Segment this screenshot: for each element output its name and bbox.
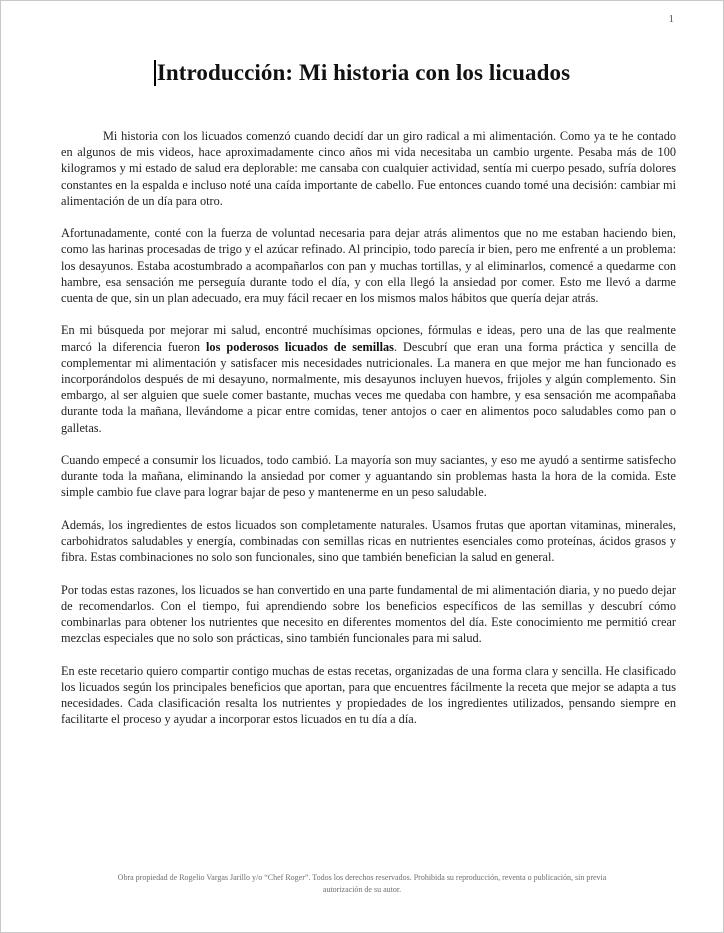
page-footer <box>80 872 644 896</box>
paragraph-3-start: En mi búsqueda por mejorar mi salud, encontré muchísimas opciones, fórmulas e ideas, pero una de las que realmente marcó la diferencia fueron <box>61 323 676 354</box>
page-title[interactable] <box>154 60 570 86</box>
page-number: 1 <box>668 13 674 25</box>
paragraph-6: Por todas estas razones, los licuados se han convertido en una parte fundamental de mi alimentación diaria, y no puedo dejar de recomendarlos. Con el tiempo, fui aprendiendo sobre los beneficios específicos de las semillas y descubrí cómo combinarlas para obtener los nutrientes que necesito en diferentes momentos del día. Este conocimiento me permitió crear mezclas especiales que no solo son prácticas, sino también funcionales para mi salud. <box>61 582 676 646</box>
title-container <box>0 60 724 86</box>
text-cursor <box>154 60 156 86</box>
paragraph-7: En este recetario quiero compartir contigo muchas de estas recetas, organizadas de una forma clara y sencilla. He clasificado los licuados según los principales beneficios que aportan, para que encuentres fácilmente la receta que mejor se adapta a tus necesidades. Cada clasificación resalta los nutrientes y propiedades de los ingredientes utilizados, pensando siempre en facilitarte el proceso y ayudar a incorporar estos licuados en tu día a día. <box>61 663 676 727</box>
bold-phrase: los poderosos licuados de semillas <box>206 339 394 354</box>
paragraph-4: Cuando empecé a consumir los licuados, todo cambió. La mayoría son muy saciantes, y eso me ayudó a sentirme satisfecho durante toda la mañana, eliminando la ansiedad por comer y aguantando sin problemas hasta la hora de la comida. Este simple cambio fue clave para lograr bajar de peso y mantenerme en un peso saludable. <box>61 453 676 500</box>
document-body[interactable] <box>61 128 676 744</box>
paragraph-1: Mi historia con los licuados comenzó cuando decidí dar un giro radical a mi alimentación. Como ya te he contado en algunos de mis videos, hace aproximadamente cinco años mi vida necesitaba un cambio urgente. Pesaba más de 100 kilogramos y mi estado de salud era deplorable: me cansaba con cualquier actividad, sentía mi cuerpo pesado, sufría dolores constantes en la espalda e incluso noté una caída importante de cabello. Fue entonces cuando tomé una decisión: cambiar mi alimentación de un día para otro. <box>61 129 676 208</box>
paragraph-5: Además, los ingredientes de estos licuados son completamente naturales. Usamos frutas que aportan vitaminas, minerales, carbohidratos saludables y energía, combinadas con semillas ricas en nutrientes esenciales como proteínas, ácidos grasos y fibra. Estas combinaciones no solo son funcionales, sino que también benefician la salud en general. <box>61 517 676 565</box>
paragraph-3 <box>61 322 676 435</box>
paragraph-2: Afortunadamente, conté con la fuerza de voluntad necesaria para dejar atrás alimentos que no me estaban haciendo bien, como las harinas procesadas de trigo y el azúcar refinado. Al principio, todo parecía ir bien, pero me enfrenté a un problema: los desayunos. Estaba acostumbrado a acompañarlos con pan y muchas tortillas, y al eliminarlos, comencé a quedarme con hambre, esa sensación me perseguía durante todo el día, y con ella llegó la ansiedad por comer. Esto me llevó a darme cuenta de que, sin un plan adecuado, era muy fácil recaer en los mismos malos hábitos que quería dejar atrás. <box>61 226 676 306</box>
page-title-text: Introducción: Mi historia con los licuados <box>156 60 571 85</box>
footer-copyright-line: Obra propiedad de Rogelio Vargas Jarillo y/o “Chef Roger”. Todos los derechos reservados. Prohibida su reproducción, reventa o publicación, sin previa <box>117 873 607 882</box>
paragraph-3-end: . Descubrí que eran una forma práctica y sencilla de complementar mi alimentación y satisfacer mis necesidades nutricionales. La manera en que mejor me han funcionado es incorporándolos después de mi desayuno, normalmente, mis desayunos incluyen huevos, frijoles y algún complemento. Sin embargo, al ser alguien que suele comer bastante, muchas veces me quedaba con hambre, y esa sensación me acompañaba durante toda la mañana, llevándome a picar entre comidas, tener antojos o caer en alimentos poco saludables como pan o galletas. <box>61 339 677 435</box>
footer-authorization-line: autorización de su autor. <box>322 885 402 894</box>
